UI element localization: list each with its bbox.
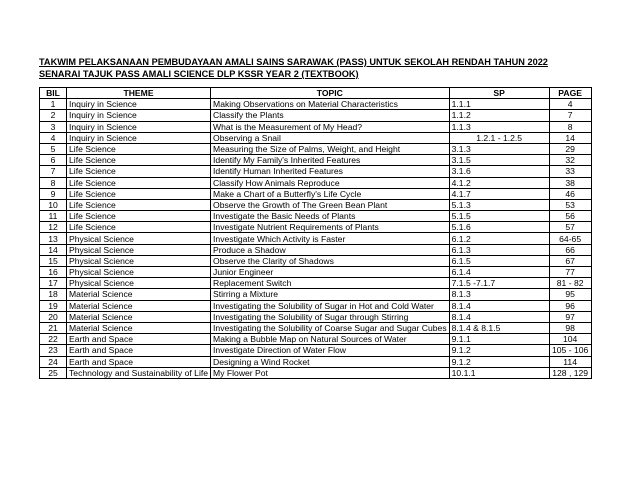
cell-theme: Technology and Sustainability of Life <box>67 367 211 378</box>
cell-bil: 16 <box>40 267 67 278</box>
cell-bil: 14 <box>40 244 67 255</box>
cell-bil: 13 <box>40 233 67 244</box>
cell-bil: 10 <box>40 199 67 210</box>
cell-topic: Investigating the Solubility of Sugar in Hot and Cold Water <box>211 300 450 311</box>
cell-bil: 2 <box>40 110 67 121</box>
header-bil: BIL <box>40 88 67 99</box>
cell-topic: My Flower Pot <box>211 367 450 378</box>
cell-sp: 5.1.6 <box>449 222 549 233</box>
cell-theme: Physical Science <box>67 267 211 278</box>
table-row <box>40 255 592 266</box>
cell-topic: Investigate the Basic Needs of Plants <box>211 211 450 222</box>
table-row <box>40 367 592 378</box>
table-row <box>40 334 592 345</box>
table-row <box>40 322 592 333</box>
document-header <box>39 56 548 80</box>
cell-page: 114 <box>549 356 591 367</box>
cell-bil: 24 <box>40 356 67 367</box>
cell-page: 56 <box>549 211 591 222</box>
cell-topic: Investigate Direction of Water Flow <box>211 345 450 356</box>
cell-topic: Investigate Which Activity is Faster <box>211 233 450 244</box>
cell-sp: 6.1.4 <box>449 267 549 278</box>
cell-topic: Investigate Nutrient Requirements of Plants <box>211 222 450 233</box>
cell-sp: 7.1.5 -7.1.7 <box>449 278 549 289</box>
header-theme: THEME <box>67 88 211 99</box>
cell-bil: 12 <box>40 222 67 233</box>
cell-theme: Life Science <box>67 199 211 210</box>
cell-sp: 1.1.2 <box>449 110 549 121</box>
cell-theme: Material Science <box>67 322 211 333</box>
cell-bil: 15 <box>40 255 67 266</box>
cell-bil: 17 <box>40 278 67 289</box>
cell-page: 57 <box>549 222 591 233</box>
table-row <box>40 244 592 255</box>
document-title: TAKWIM PELAKSANAAN PEMBUDAYAAN AMALI SAINS SARAWAK (PASS) UNTUK SEKOLAH RENDAH TAHUN 2022 <box>39 57 548 67</box>
cell-page: 77 <box>549 267 591 278</box>
cell-sp: 1.2.1 - 1.2.5 <box>449 132 549 143</box>
cell-page: 64-65 <box>549 233 591 244</box>
cell-topic: Measuring the Size of Palms, Weight, and Height <box>211 143 450 154</box>
cell-topic: Identify My Family's Inherited Features <box>211 155 450 166</box>
cell-sp: 5.1.3 <box>449 199 549 210</box>
table-row <box>40 132 592 143</box>
table-row <box>40 166 592 177</box>
cell-page: 81 - 82 <box>549 278 591 289</box>
cell-bil: 20 <box>40 311 67 322</box>
cell-page: 66 <box>549 244 591 255</box>
cell-page: 33 <box>549 166 591 177</box>
cell-page: 98 <box>549 322 591 333</box>
cell-topic: Observe the Growth of The Green Bean Plant <box>211 199 450 210</box>
cell-theme: Material Science <box>67 289 211 300</box>
cell-topic: Produce a Shadow <box>211 244 450 255</box>
table-row <box>40 278 592 289</box>
cell-page: 53 <box>549 199 591 210</box>
cell-page: 46 <box>549 188 591 199</box>
cell-topic: Making Observations on Material Characteristics <box>211 99 450 110</box>
header-topic: TOPIC <box>211 88 450 99</box>
table-row <box>40 177 592 188</box>
cell-page: 4 <box>549 99 591 110</box>
cell-sp: 6.1.3 <box>449 244 549 255</box>
table-row <box>40 211 592 222</box>
cell-sp: 8.1.4 <box>449 300 549 311</box>
cell-topic: Stirring a Mixture <box>211 289 450 300</box>
cell-theme: Earth and Space <box>67 345 211 356</box>
cell-topic: Junior Engineer <box>211 267 450 278</box>
cell-theme: Life Science <box>67 222 211 233</box>
table-body <box>40 99 592 379</box>
cell-bil: 25 <box>40 367 67 378</box>
header-sp: SP <box>449 88 549 99</box>
cell-theme: Material Science <box>67 311 211 322</box>
cell-sp: 10.1.1 <box>449 367 549 378</box>
document-subtitle: SENARAI TAJUK PASS AMALI SCIENCE DLP KSSR YEAR 2 (TEXTBOOK) <box>39 69 359 79</box>
cell-bil: 19 <box>40 300 67 311</box>
cell-page: 14 <box>549 132 591 143</box>
cell-topic: What is the Measurement of My Head? <box>211 121 450 132</box>
cell-page: 38 <box>549 177 591 188</box>
table-row <box>40 267 592 278</box>
cell-sp: 9.1.1 <box>449 334 549 345</box>
cell-bil: 11 <box>40 211 67 222</box>
table-row <box>40 311 592 322</box>
table-row <box>40 188 592 199</box>
table-row <box>40 110 592 121</box>
cell-bil: 5 <box>40 143 67 154</box>
cell-bil: 8 <box>40 177 67 188</box>
table-row <box>40 99 592 110</box>
cell-sp: 9.1.2 <box>449 356 549 367</box>
cell-page: 32 <box>549 155 591 166</box>
cell-page: 67 <box>549 255 591 266</box>
cell-page: 105 - 106 <box>549 345 591 356</box>
cell-bil: 7 <box>40 166 67 177</box>
cell-theme: Life Science <box>67 155 211 166</box>
cell-theme: Life Science <box>67 177 211 188</box>
cell-topic: Investigating the Solubility of Coarse Sugar and Sugar Cubes <box>211 322 450 333</box>
cell-page: 104 <box>549 334 591 345</box>
cell-page: 95 <box>549 289 591 300</box>
cell-page: 7 <box>549 110 591 121</box>
table-row <box>40 121 592 132</box>
cell-theme: Physical Science <box>67 278 211 289</box>
cell-topic: Making a Bubble Map on Natural Sources of Water <box>211 334 450 345</box>
cell-topic: Observe the Clarity of Shadows <box>211 255 450 266</box>
cell-topic: Identify Human Inherited Features <box>211 166 450 177</box>
cell-theme: Life Science <box>67 211 211 222</box>
cell-sp: 8.1.4 <box>449 311 549 322</box>
table-row <box>40 199 592 210</box>
cell-theme: Inquiry in Science <box>67 99 211 110</box>
cell-sp: 9.1.2 <box>449 345 549 356</box>
cell-sp: 6.1.5 <box>449 255 549 266</box>
cell-bil: 21 <box>40 322 67 333</box>
cell-theme: Material Science <box>67 300 211 311</box>
table-row <box>40 143 592 154</box>
cell-theme: Physical Science <box>67 244 211 255</box>
table-row <box>40 233 592 244</box>
cell-theme: Life Science <box>67 188 211 199</box>
cell-topic: Classify How Animals Reproduce <box>211 177 450 188</box>
topics-table <box>39 87 592 379</box>
cell-theme: Inquiry in Science <box>67 121 211 132</box>
cell-theme: Earth and Space <box>67 356 211 367</box>
cell-page: 8 <box>549 121 591 132</box>
header-page: PAGE <box>549 88 591 99</box>
cell-page: 97 <box>549 311 591 322</box>
cell-sp: 1.1.1 <box>449 99 549 110</box>
table-row <box>40 345 592 356</box>
cell-sp: 4.1.7 <box>449 188 549 199</box>
cell-sp: 4.1.2 <box>449 177 549 188</box>
cell-sp: 3.1.3 <box>449 143 549 154</box>
cell-topic: Designing a Wind Rocket <box>211 356 450 367</box>
table-row <box>40 300 592 311</box>
cell-theme: Inquiry in Science <box>67 132 211 143</box>
cell-theme: Earth and Space <box>67 334 211 345</box>
cell-bil: 23 <box>40 345 67 356</box>
cell-sp: 8.1.3 <box>449 289 549 300</box>
cell-page: 29 <box>549 143 591 154</box>
cell-bil: 6 <box>40 155 67 166</box>
cell-sp: 3.1.6 <box>449 166 549 177</box>
cell-topic: Classify the Plants <box>211 110 450 121</box>
cell-theme: Physical Science <box>67 255 211 266</box>
cell-theme: Life Science <box>67 143 211 154</box>
cell-bil: 3 <box>40 121 67 132</box>
cell-topic: Observing a Snail <box>211 132 450 143</box>
cell-topic: Replacement Switch <box>211 278 450 289</box>
cell-bil: 18 <box>40 289 67 300</box>
cell-sp: 1.1.3 <box>449 121 549 132</box>
cell-sp: 5.1.5 <box>449 211 549 222</box>
table-row <box>40 155 592 166</box>
cell-sp: 8.1.4 & 8.1.5 <box>449 322 549 333</box>
table-row <box>40 356 592 367</box>
cell-theme: Life Science <box>67 166 211 177</box>
cell-bil: 4 <box>40 132 67 143</box>
cell-topic: Make a Chart of a Butterfly's Life Cycle <box>211 188 450 199</box>
table-header-row <box>40 88 592 99</box>
cell-theme: Physical Science <box>67 233 211 244</box>
table-row <box>40 289 592 300</box>
cell-sp: 3.1.5 <box>449 155 549 166</box>
cell-bil: 1 <box>40 99 67 110</box>
cell-topic: Investigating the Solubility of Sugar through Stirring <box>211 311 450 322</box>
table-row <box>40 222 592 233</box>
cell-theme: Inquiry in Science <box>67 110 211 121</box>
cell-page: 96 <box>549 300 591 311</box>
cell-bil: 22 <box>40 334 67 345</box>
cell-sp: 6.1.2 <box>449 233 549 244</box>
cell-bil: 9 <box>40 188 67 199</box>
cell-page: 128 , 129 <box>549 367 591 378</box>
